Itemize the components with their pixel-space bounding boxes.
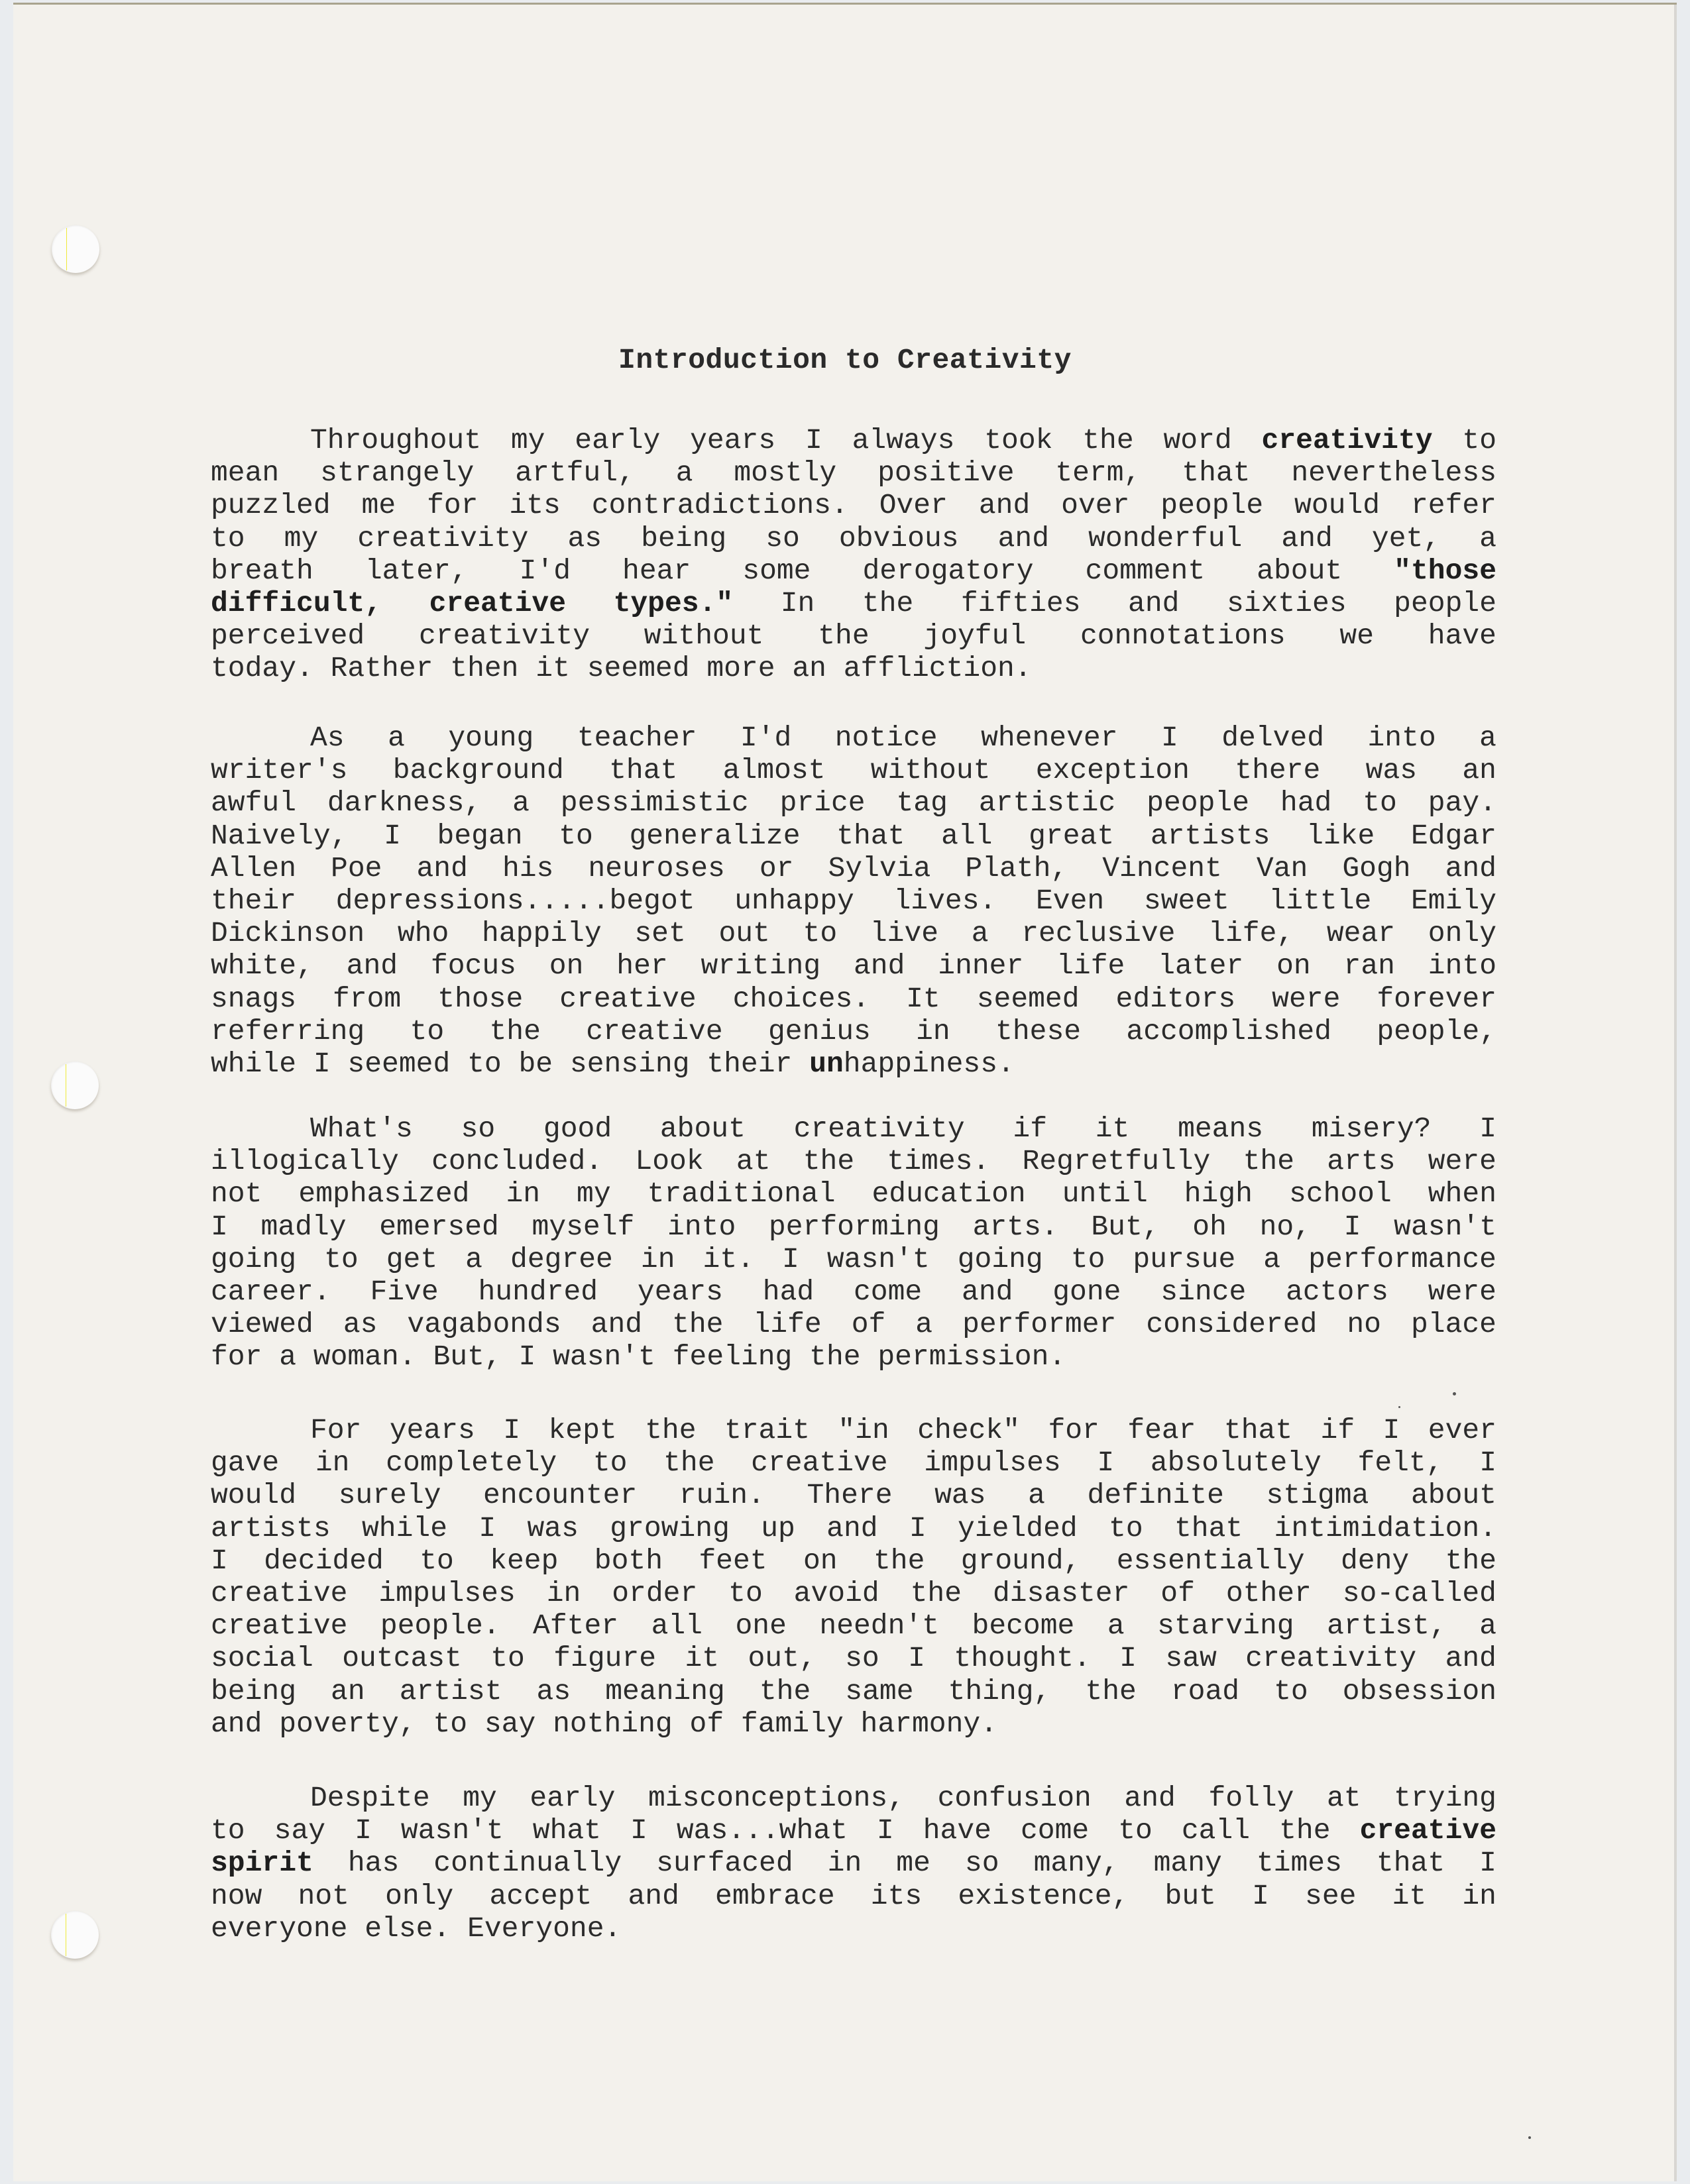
bold-text-run: difficult, creative types." <box>211 586 734 620</box>
text-run: gave in completely to the creative impulses I absolutely felt, I <box>211 1447 1496 1480</box>
text-line <box>211 1145 1496 1177</box>
text-line <box>211 820 1496 852</box>
text-line <box>211 1512 1496 1545</box>
text-run: would surely encounter ruin. There was a definite stigma about <box>211 1479 1496 1512</box>
text-run: awful darkness, a pessimistic price tag artistic people had to pay. <box>211 787 1496 820</box>
text-line <box>211 1113 1496 1145</box>
text-line <box>211 1243 1496 1276</box>
text-run: breath later, I'd hear some derogatory comment about <box>211 554 1394 587</box>
text-line <box>211 1675 1496 1708</box>
text-line <box>211 1015 1496 1048</box>
text-line <box>211 1211 1496 1243</box>
text-run: to my creativity as being so obvious and wonderful and yet, a <box>211 521 1496 555</box>
bold-text-run: un <box>809 1047 844 1080</box>
text-line <box>211 1577 1496 1610</box>
text-line <box>211 620 1496 652</box>
text-run: mean strangely artful, a mostly positive term, that nevertheless <box>211 457 1496 490</box>
text-line <box>211 1912 1496 1945</box>
text-run: writer's background that almost without exception there was an <box>211 754 1496 787</box>
text-line <box>211 1276 1496 1308</box>
text-run: I decided to keep both feet on the ground, essentially deny the <box>211 1544 1496 1577</box>
text-line <box>211 1847 1496 1879</box>
text-line <box>211 950 1496 982</box>
text-line <box>211 1340 1496 1373</box>
text-line <box>211 917 1496 950</box>
text-run: I madly emersed myself into performing arts. But, oh no, I wasn't <box>211 1210 1496 1243</box>
paragraph <box>211 1782 1496 1945</box>
text-line <box>211 1545 1496 1577</box>
text-line <box>211 1642 1496 1674</box>
text-run: and poverty, to say nothing of family harmony. <box>211 1707 997 1740</box>
punch-hole-bottom <box>51 1911 99 1959</box>
text-run: What's so good about creativity if it means misery? I <box>310 1113 1496 1145</box>
text-line <box>211 1414 1496 1447</box>
text-run: illogically concluded. Look at the times. Regretfully the arts were <box>211 1145 1496 1178</box>
text-line <box>211 852 1496 885</box>
text-run: for a woman. But, I wasn't feeling the permission. <box>211 1340 1066 1374</box>
bold-text-run: creative <box>1359 1814 1496 1847</box>
paragraph <box>211 424 1496 685</box>
text-line <box>211 754 1496 787</box>
text-line <box>211 1782 1496 1814</box>
text-line <box>211 489 1496 521</box>
text-run: today. Rather then it seemed more an affliction. <box>211 652 1032 685</box>
paragraph <box>211 1113 1496 1374</box>
text-run: Allen Poe and his neuroses or Sylvia Plath, Vincent Van Gogh and <box>211 851 1496 885</box>
text-line <box>211 1308 1496 1340</box>
text-run: puzzled me for its contradictions. Over and over people would refer <box>211 489 1496 522</box>
text-run: creative people. After all one needn't become a starving artist, a <box>211 1610 1496 1643</box>
document-title: Introduction to Creativity <box>618 343 1072 376</box>
paragraph <box>211 1414 1496 1740</box>
text-run: while I seemed to be sensing their <box>211 1047 810 1080</box>
text-line <box>211 787 1496 819</box>
text-run: not emphasized in my traditional education until high school when <box>211 1177 1496 1211</box>
text-run: being an artist as meaning the same thing, the road to obsession <box>211 1674 1496 1708</box>
text-line <box>211 1880 1496 1912</box>
text-run: For years I kept the trait "in check" for fear that if I ever <box>310 1414 1496 1447</box>
text-run: creative impulses in order to avoid the disaster of other so-called <box>211 1576 1496 1610</box>
paragraph <box>211 722 1496 1080</box>
text-run: artists while I was growing up and I yielded to that intimidation. <box>211 1511 1496 1545</box>
text-line <box>211 555 1496 587</box>
text-run: has continually surfaced in me so many, many times that I <box>313 1847 1496 1880</box>
text-line <box>211 1177 1496 1210</box>
text-line <box>211 1708 1496 1740</box>
text-run: going to get a degree in it. I wasn't going to pursue a performance <box>211 1242 1496 1276</box>
text-line <box>211 587 1496 620</box>
punch-hole-top <box>52 225 99 273</box>
text-run: Throughout my early years I always took the word <box>310 424 1262 457</box>
text-line <box>211 1048 1496 1080</box>
text-line <box>211 522 1496 555</box>
text-run: viewed as vagabonds and the life of a performer considered no place <box>211 1308 1496 1341</box>
punch-hole-middle <box>51 1062 99 1109</box>
text-run: perceived creativity without the joyful connotations we have <box>211 620 1496 653</box>
bold-text-run: spirit <box>211 1847 313 1880</box>
text-run: their depressions.....begot unhappy lives. Even sweet little Emily <box>211 884 1496 917</box>
text-line <box>211 885 1496 917</box>
text-run: career. Five hundred years had come and gone since actors were <box>211 1275 1496 1308</box>
bold-text-run: creativity <box>1261 424 1433 457</box>
text-line <box>211 1479 1496 1511</box>
text-run: Naively, I began to generalize that all great artists like Edgar <box>211 819 1496 852</box>
text-line <box>211 1447 1496 1479</box>
bold-text-run: "those <box>1394 554 1496 587</box>
text-run: social outcast to figure it out, so I thought. I saw creativity and <box>211 1642 1496 1675</box>
text-line <box>211 457 1496 489</box>
text-line <box>211 652 1496 684</box>
text-run: As a young teacher I'd notice whenever I delved into a <box>310 722 1496 754</box>
text-run: white, and focus on her writing and inner life later on ran into <box>211 950 1496 983</box>
text-line <box>211 1814 1496 1847</box>
text-run: everyone else. Everyone. <box>211 1912 622 1945</box>
text-run: now not only accept and embrace its existence, but I see it in <box>211 1879 1496 1912</box>
ink-speck <box>1453 1392 1456 1395</box>
text-run: Despite my early misconceptions, confusion and folly at trying <box>310 1782 1496 1814</box>
text-run: referring to the creative genius in these accomplished people, <box>211 1014 1496 1048</box>
text-run: to say I wasn't what I was...what I have come to call the <box>211 1814 1360 1847</box>
text-run: snags from those creative choices. It seemed editors were forever <box>211 982 1496 1015</box>
text-run: In the fifties and sixties people <box>733 586 1496 620</box>
text-run: happiness. <box>843 1047 1015 1080</box>
text-line <box>211 983 1496 1015</box>
text-line <box>211 1610 1496 1642</box>
text-line <box>211 722 1496 754</box>
ink-speck <box>1398 1406 1400 1408</box>
ink-speck <box>1528 2136 1531 2139</box>
text-run: to <box>1432 424 1497 457</box>
text-line <box>211 424 1496 457</box>
text-run: Dickinson who happily set out to live a reclusive life, wear only <box>211 917 1496 950</box>
